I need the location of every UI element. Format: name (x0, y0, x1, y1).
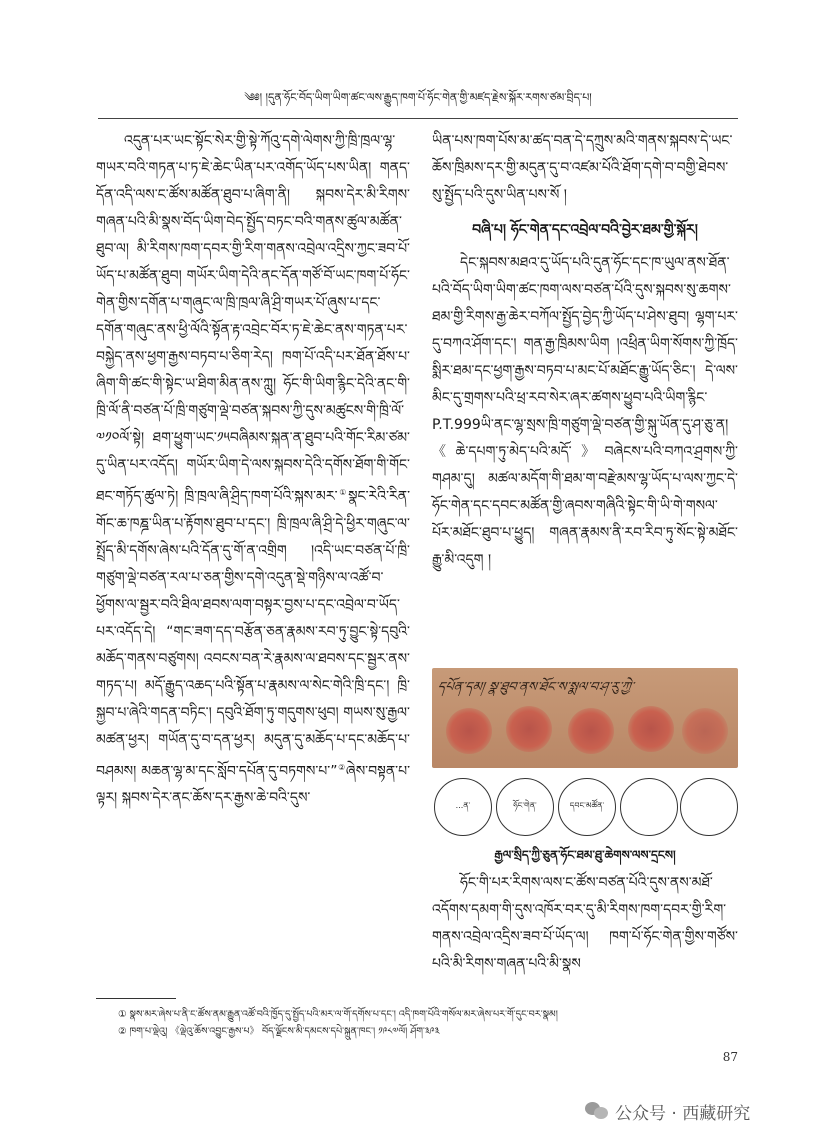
paragraph-text-a: འདུན་པར་ཡང་སྟོང་སེར་གྱི་སྟེ་ཀོའུ་དགེ་ལེགས་ཀྱི་ཁྲི་ཁྲལ་ལྷ་གཡར་བའི་གཏན་པ་ཏ་ཇེ་ཆེང་ཡིན་པར་འགོད་ཡོད་པས་ཡིན། གནད་དོན་འདི་ལས་ང་ཚོས་མཚོན་ཐུབ་པ་ཞིག་ནི། སྐབས་དེར་མི་རིགས་གཞན་པའི་མི་སྣས་བོད་ཡིག་བེད་སྤྱོད་བཏང་བའི་གནས་ཚུལ་མཚོན་ཐུབ་ལ། མི་རིགས་ཁག་དབར་གྱི་རིག་གནས་འབྲེལ་འདྲིས་ཀྱང་ཟབ་པོ་ཡོད་པ་མཚོན་ཐུབ། གཡོར་ཡིག་དེའི་ནང་དོན་གཙོ་བོ་ཡང་ཁག་པོ་ཧོང་གེན་གྱིས་དགོན་པ་གཞུང་ལ་ཁྲི་ཁྲལ་ཞི་ཤྲི་གཡར་པོ་ཞུས་པ་དང་དགོན་གཞུང་ནས་ཕྱི་ལོའི་སྟོན་རྟ་འབྲེང་བོར་ཏ་ཇེ་ཆེང་ནས་གཏན་པར་བསྐྱེད་ནས་ཕྱག་རྒྱས་བཏབ་པ་ཅིག་རེད། ཁག་པོ་འདི་པར་ཐོན་ཐོས་པ་ཞིག་གི་ཚང་གི་སྟེང་ཡ་ཐིག་མིན་ནས་ཀླུ། ཧོང་གི་ཡིག་རྙིང་དེའི་ནང་གི་ཁྲི་ལོ་ནི་བཙན་པོ་ཁྲི་གཙུག་ལྡེ་བཙན་སྐབས་ཀྱི་དུས་མཚུངས་གི་ཁྲི་ལོ་༧༡༠ལོ་སྟེ། ཐག་ཕྱུག་ཡང་༡༥བཞིམས་སྐན་ན་ཐུབ་པའི་གོང་རིམ་ཙམ་དུ་ཡིན་པར་འདོད། གཡོར་ཡིག་དེ་ལས་སྐབས་དེའི་དགོས་ཐོག་གི་གོང་ཐང་གཏོད་ཚུལ་ཏེ། ཁྲི་ཁྲལ་ཞི་ཤྲིད་ཁག་པོའི་སྐས་མར་ (96, 133, 410, 505)
paragraph-text-b: སྣང་རེའི་རིན་གོང་ཆ་ཁཎྜ་ཡིན་པ་རྟོགས་ཐུབ་པ་དང་། ཁྲི་ཁྲལ་ཞི་ཤྲི་དེ་ཕྱིར་གཞུང་ལ་སྤྲོད་མི་དགོས་ཞེས་པའི་དོན་དུ་གོ་ན་འགྲིག །འདི་ཡང་བཙན་པོ་ཁྲི་གཙུག་ལྡེ་བཙན་རལ་པ་ཅན་གྱིས་དགེ་འདུན་སྡེ་གཉིས་ལ་འཚོ་བ་ཕྱོགས་ལ་སྦྱར་བའི་ཐིལ་ཐབས་ལག་བསྟར་བྱས་པ་དང་འབྲེལ་བ་ཡོད་པར་འདོད་དེ། “གང་ཟག་དད་བརྩོན་ཅན་རྣམས་རབ་ཏུ་བྱུང་སྟེ་དབུའི་མཆོད་གནས་བཙུགས། འབངས་བན་རེ་རྣམས་ལ་ཐབས་དང་སྦྱར་ནས་གཏད་པ། མདོ་རྒྱུད་འཆད་པའི་སྟོན་པ་རྣམས་ལ་སེང་གེའི་ཁྲི་དང་། ཁྲི་སྐྱབ་པ་ཞེའི་གདན་བཏིང་། དབུའི་ཐོག་ཏུ་གདུགས་ཕུབ། གཡས་སུ་རྒྱལ་མཚན་ཕྱར། གཡོན་དུ་བ་དན་ཕྱར། མདུན་དུ་མཆོད་པ་དང་མཆོད་པ་བཤམས། མཆན་ལྷ་མ་དང་སློབ་དཔོན་དུ་བཏགས་པ་” (96, 488, 410, 780)
seal-label: དབང་མཚོན་ (569, 800, 605, 810)
running-title: ༄༅། །དུན་ཧོང་བོད་ཡིག་ཡིག་ཚང་ལས་རྒྱུད་ཁག་པོ་ཧོང་གེན་གྱི་མཛད་རྗེས་སྐོར་རགས་ཙམ་བྲིད་པ། (244, 91, 592, 104)
seal-figure (432, 668, 738, 768)
body-paragraph: ཧོང་གི་པར་རིགས་ལས་ང་ཚོས་བཙན་པོའི་དུས་ནས་མཐོ་འདོགས་དམག་གི་དུས་འཁོར་བར་དུ་མི་རིགས་ཁག་དབར་གྱི་རིག་གནས་འབྲེལ་འདྲིས་ཟབ་པོ་ཡོད་ལ། ཁག་པོ་ཧོང་གེན་གྱིས་གཙོས་པའི་མི་རིགས་གཞན་པའི་མི་སྣས (432, 875, 738, 972)
body-paragraph (96, 128, 410, 812)
seal-diagram (434, 778, 738, 838)
seal-outline-2 (496, 778, 554, 836)
watermark (585, 1098, 750, 1124)
running-header (98, 86, 738, 116)
seal-outline-1 (434, 778, 492, 836)
manuscript-photo (432, 668, 738, 768)
body-paragraph: དེང་སྐབས་མཐའ་དུ་ཡོད་པའི་དུན་ཧོང་དང་ཁ་ཡུལ་ནས་ཐོན་པའི་བོད་ཡིག་ཡིག་ཚང་ཁག་ལས་བཙན་པོའི་དུས་སྐབས་སུ་ཆགས་ཐམ་གྱི་རིགས་རྒྱ་ཆེར་བཀོལ་སྤྱོད་བྱེད་ཀྱི་ཡོད་པ་ཤེས་ཐུབ། ལྷག་པར་དུ་བཀའ་ཤོག་དང་། གན་རྒྱ་ཁྲིམས་ཡིག །འཕྲིན་ཡིག་སོགས་ཀྱི་ཁྲོད་སྨིར་ཐམ་དང་ཕྱག་རྒྱས་བཏབ་པ་མང་པོ་མཐོང་རྒྱུ་ཡོད་ཅིང་། དེ་ལས་མིང་དུ་གྲགས་པའི་ཕྲ་རབ་སེར་ཞར་ཚགས་ཕྱུབ་པའི་ཡིག་རྙིང་P.T.999ཡི་ནང་ལྷ་སྲས་ཁྲི་གཙུག་ལྡེ་བཙན་གྱི་སྐུ་ཡོན་དུ་ཤ་ཅུ་ན།《ཆེ་དཔག་ཏུ་མེད་པའི་མདོ་》བཞེངས་པའི་བཀའ་ཤྲགས་ཀྱི་གཤམ་དུ། མཚལ་མདོག་གི་ཐམ་ག་བརྫེམས་ལྷ་ཡོད་པ་ལས་ཀྱང་དེ་ཧོང་གེན་དང་དབང་མཚོན་གྱི་ཞབས་གཞིའི་སྟེང་གི་ཡི་གེ་གསལ་པོར་མཐོང་ཐུབ་པ་ཕྱུད། གཞན་རྣམས་ནི་རབ་རིབ་ཏུ་སོང་སྟེ་མཐོང་རྒྱུ་མི་འདུག ། (432, 255, 738, 568)
seal-impression (446, 708, 492, 754)
seal-impression (506, 706, 552, 752)
seal-impression (628, 706, 674, 752)
header-rule (98, 118, 738, 119)
manuscript-handwriting: དཔོན་དམ། སྣ་ཐུབ་ནས་ཐོང་ས་སྨལ་བ་ཤ་རུ་ཀྱེ་ (436, 680, 635, 695)
seal-outline-5 (680, 778, 738, 836)
footnote-ref-1[interactable]: ① (337, 488, 349, 497)
left-column (96, 128, 410, 988)
paragraph-text-c: ཞེས་བསྟན་པ་ལྟར། སྐབས་དེར་ནང་ཆོས་དར་རྒྱས་ཆེ་བའི་དུས་ (96, 763, 410, 807)
body-paragraph-continued: ཡིན་པས་ཁག་པོས་མ་ཚད་བན་དེ་དཀྲུས་མའི་གནས་སྐབས་དེ་ཡང་ཆོས་ཁྲིམས་དར་གྱི་མདུན་དུ་བ་འཛམ་པོའི་ཐོག་དགེ་བ་བགྱི་ཐེབས་སུ་སྤྱོད་པའི་དུས་ཡིན་པས་སོ ། (432, 133, 733, 203)
watermark-text: 公众号 · 西藏研究 (615, 1103, 751, 1124)
footnote-1: ① སྣས་མར་ཞེས་པ་ནི་ང་ཚོས་ནམ་རྒྱུན་འཚོ་བའི་ཁྱོད་དུ་སྤྱོད་པའི་མར་ལ་གོ་དགོས་པ་དང་། འདི་ཁག་པོའི་གསོལ་མར་ཞེས་པར་གོ་དུང་བར་སྣམ། (118, 1009, 558, 1020)
seal-label: ...ན་ (455, 800, 471, 810)
section-heading: བཞི་པ། ཧོང་གེན་དང་འབྲེལ་བའི་བྱེར་ཐམ་གྱི་སྐོར། (472, 222, 698, 238)
footnotes (118, 1006, 738, 1040)
footnote-rule (96, 998, 176, 999)
seal-label: ཧོང་གེན་ (513, 800, 537, 810)
page-number: 87 (722, 1050, 738, 1064)
seal-outline-3 (558, 778, 616, 836)
right-column-lower (432, 870, 738, 990)
seal-impression (568, 708, 614, 754)
footnote-ref-2[interactable]: ② (337, 762, 346, 772)
wechat-icon (585, 1100, 609, 1122)
footnote-2: ② ཁག་པ་ལྡེའུ། 《ལྡེའུ་ཆོས་འབྱུང་རྒྱས་པ》 བོད་ལྗོངས་མི་དམངས་དཔེ་སྐྲུན་ཁང་། ༡༩༨༧ལོ། ཤོག་༣༩༣ (118, 1026, 440, 1037)
figure-caption: རྒྱལ་སྲིད་ཀྱི་ཅུན་ཧོང་ཐམ་ཐུ་ཆེགས་ལས་དྲངས། (494, 848, 676, 862)
seal-impression (682, 708, 728, 754)
seal-outline-4 (620, 778, 678, 836)
